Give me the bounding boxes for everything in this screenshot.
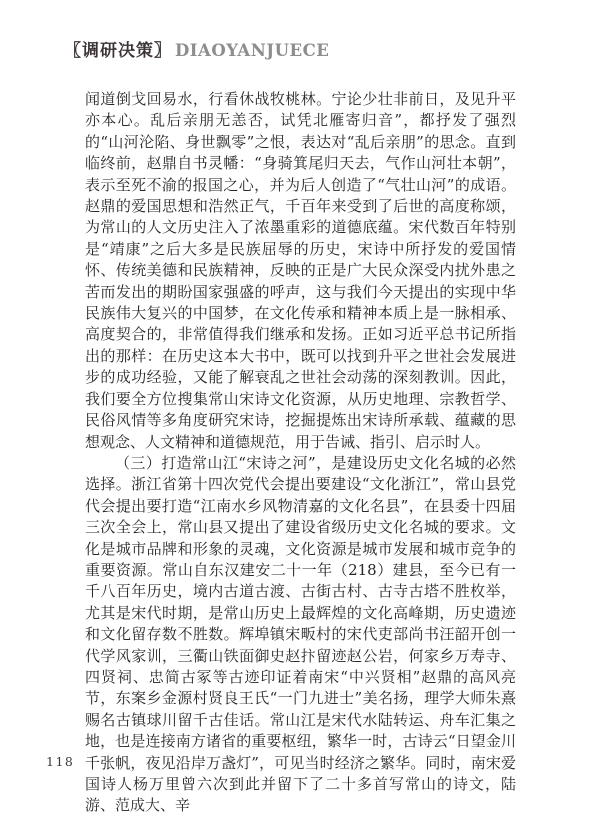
article-body: [85, 89, 516, 817]
journal-header: [64, 36, 329, 61]
paragraph-songshi-river: （三）打造常山江“宋诗之河”，是建设历史文化名城的必然选择。浙江省第十四次党代会提出要建设“文化浙江”，常山县党代会提出要打造“江南水乡风物清嘉的文化名县”，在县委十四届三次全会上，常山县又提出了建设省级历史文化名城的要求。文化是城市品牌和形象的灵魂，文化资源是城市发展和城市竞争的重要资源。常山自东汉建安二十一年（218）建县，至今已有一千八百年历史，境内古道古渡、古街古村、古寺古塔不胜枚举，尤其是宋代时期，是常山历史上最辉煌的文化高峰期，历史遗迹和文化留存数不胜数。辉埠镇宋畈村的宋代吏部尚书汪韶开创一代学风家训，三衢山铁面御史赵抃留迹赵公岩，何家乡万寿寺、四贤祠、忠简古冢等古迹印证着南宋“中兴贤相”赵鼎的高风亮节，东案乡金源村贤良王氏“一门九进士”美名扬，理学大师朱熹赐名古镇球川留千古佳话。常山江是宋代水陆转运、舟车汇集之地，也是连接南方诸省的重要枢纽，繁华一时，古诗云“日望金川千张帆，夜见沿岸万盏灯”，可见当时经济之繁华。同时，南宋爱国诗人杨万里曾六次到此并留下了二十多首写常山的诗文，陆游、范成大、辛: [85, 453, 516, 815]
paragraph-zhaoding-patriotism: 闻道倒戈回易水，行看休战牧桃林。宁论少壮非前日，及见升平亦本心。乱后亲朋无恙否，试凭北雁寄归音”，都抒发了强烈的“山河沦陷、身世飘零”之恨，表达对“乱后亲朋”的思念。直到临终前，赵鼎自书灵幡：“身骑箕尾归天去，气作山河壮本朝”，表示至死不渝的报国之心，并为后人创造了“气壮山河”的成语。赵鼎的爱国思想和浩然正气，千百年来受到了后世的高度称颂，为常山的人文历史注入了浓墨重彩的道德底蕴。宋代数百年特别是“靖康”之后大多是民族屈辱的历史，宋诗中所抒发的爱国情怀、传统美德和民族精神，反映的正是广大民众深受内扰外患之苦而发出的期盼国家强盛的呼声，这与我们今天提出的实现中华民族伟大复兴的中国梦，在文化传承和精神本质上是一脉相承、高度契合的，非常值得我们继承和发扬。正如习近平总书记所指出的那样：在历史这本大书中，既可以找到升平之世社会发展进步的成功经验，又能了解衰乱之世社会动荡的深刻教训。因此，我们要全方位搜集常山宋诗文化资源，从历史地理、宗教哲学、民俗风情等多角度研究宋诗，挖掘提炼出宋诗所承载、蕴藏的思想观念、人文精神和道德规范，用于告诫、指引、启示时人。: [85, 90, 516, 451]
journal-title-chinese: 〖调研决策〗: [64, 41, 172, 61]
page-number: 118: [46, 754, 75, 769]
journal-title-pinyin: DIAOYANJUECE: [175, 41, 330, 60]
